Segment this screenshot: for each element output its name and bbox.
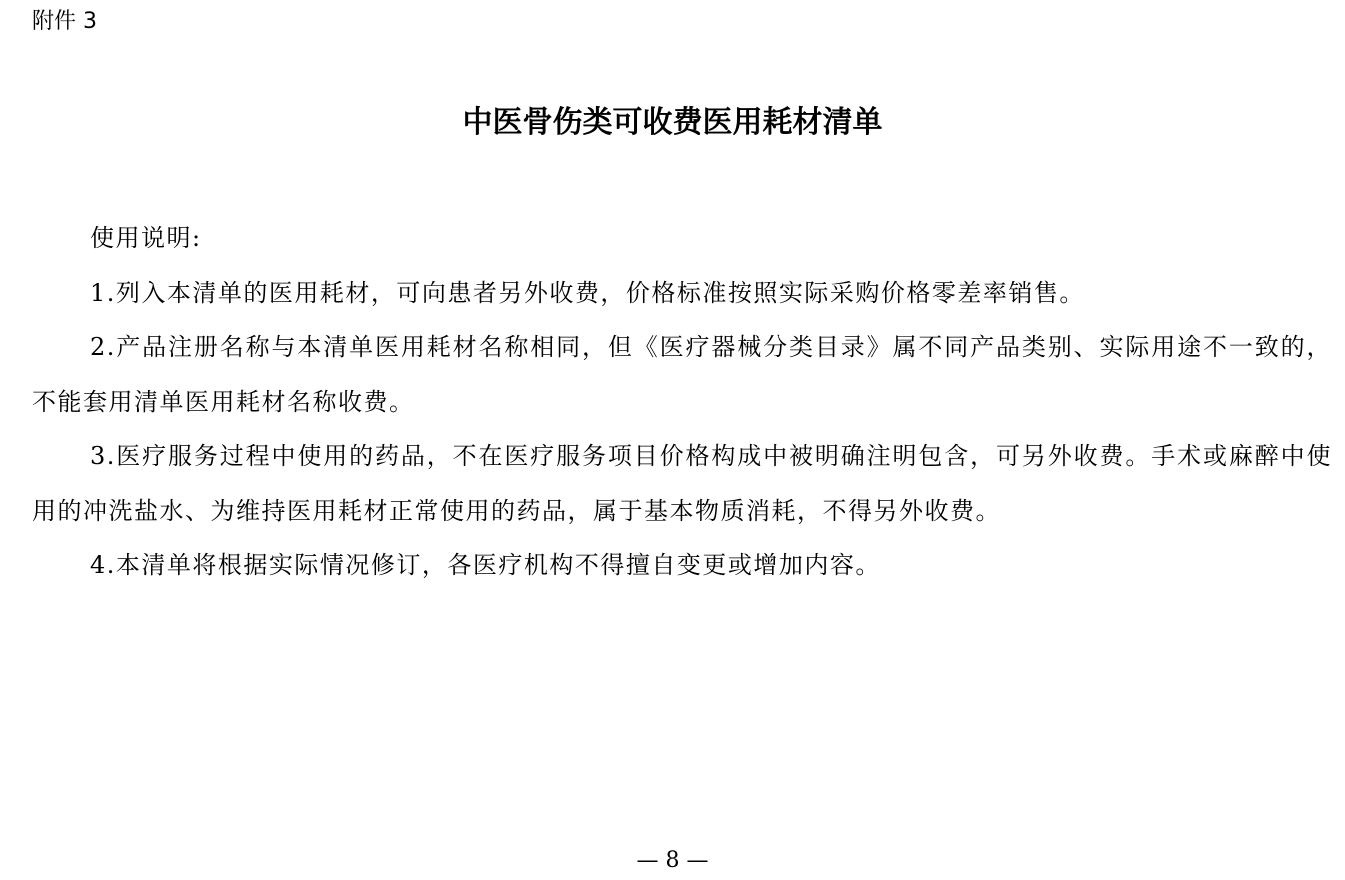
instruction-item-2: 2.产品注册名称与本清单医用耗材名称相同，但《医疗器械分类目录》属不同产品类别、实际用途不一致的，不能套用清单医用耗材名称收费。 — [32, 333, 1332, 416]
instructions-section — [32, 211, 1332, 593]
instruction-item-4: 4.本清单将根据实际情况修订，各医疗机构不得擅自变更或增加内容。 — [90, 551, 881, 579]
attachment-label: 附件 3 — [32, 9, 97, 34]
instructions-heading: 使用说明: — [90, 224, 202, 252]
instruction-item-1: 1.列入本清单的医用耗材，可向患者另外收费，价格标准按照实际采购价格零差率销售。 — [90, 278, 1085, 307]
instruction-item-3: 3.医疗服务过程中使用的药品，不在医疗服务项目价格构成中被明确注明包含，可另外收费。手术或麻醉中使用的冲洗盐水、为维持医用耗材正常使用的药品，属于基本物质消耗，不得另外收费。 — [32, 442, 1332, 525]
document-title: 中医骨伤类可收费医用耗材清单 — [462, 105, 883, 140]
page-number: — 8 — — [636, 848, 709, 873]
